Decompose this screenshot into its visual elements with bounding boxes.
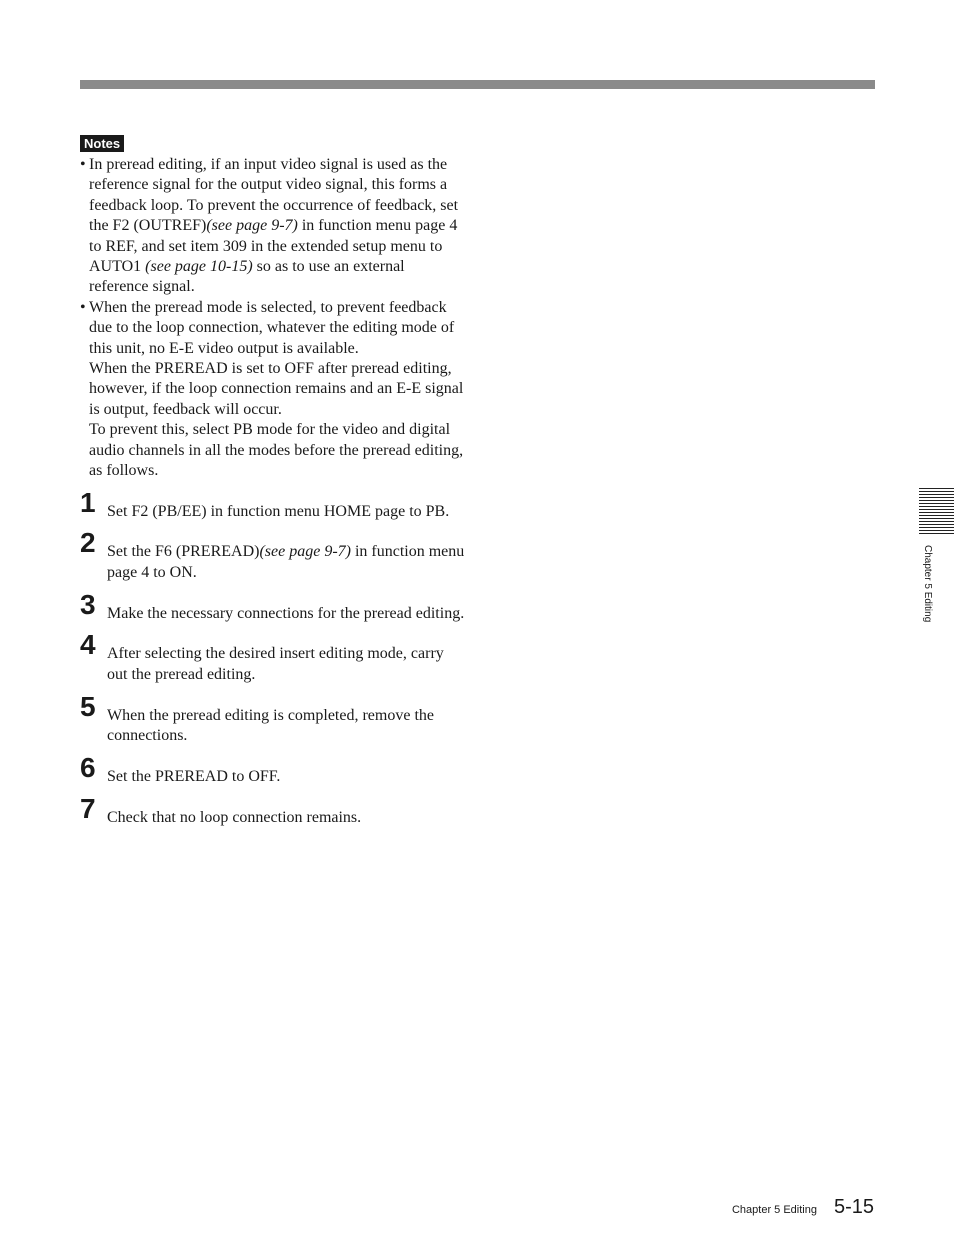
step-text xyxy=(107,767,465,787)
cross-reference: (see page 10-15) xyxy=(145,258,253,276)
chapter-tab-marker xyxy=(919,488,954,534)
chapter-side-label: Chapter 5 Editing xyxy=(922,545,933,623)
text-run: Make the necessary connections for the preread editing. xyxy=(107,604,465,622)
text-run: so as to use an external reference signal. xyxy=(89,258,405,296)
step-text xyxy=(107,808,465,828)
step-item xyxy=(80,629,465,685)
cross-reference: (see page 9-7) xyxy=(206,217,298,235)
text-run: Set the PREREAD to OFF. xyxy=(107,767,281,785)
main-column xyxy=(80,155,465,848)
step-item xyxy=(80,527,465,583)
step-text xyxy=(107,542,465,583)
text-run: Check that no loop connection remains. xyxy=(107,808,362,826)
header-rule xyxy=(80,80,875,89)
step-item xyxy=(80,751,465,787)
cross-reference: (see page 9-7) xyxy=(259,543,351,561)
note-item-1 xyxy=(80,155,465,298)
step-list xyxy=(80,486,465,828)
notes-badge: Notes xyxy=(80,135,124,152)
step-item xyxy=(80,486,465,522)
text-run: Set F2 (PB/EE) in function menu HOME page to PB. xyxy=(107,502,450,520)
note-paragraph: When the PREREAD is set to OFF after preread editing, however, if the loop connection remains and an E-E signal is output, feedback will occur. xyxy=(89,360,464,418)
text-run: in function menu page 4 to REF, and set item 309 in the extended setup menu to AUTO1 xyxy=(89,217,458,276)
text-run: in function menu page 4 to ON. xyxy=(107,543,465,581)
step-number: 3 xyxy=(80,588,96,620)
step-item xyxy=(80,792,465,828)
text-run: In preread editing, if an input video signal is used as the reference signal for the output video signal, this forms a feedback loop. To prevent the occurrence of feedback, set the F2 (OUTREF) xyxy=(89,156,459,235)
footer-chapter: Chapter 5 Editing xyxy=(731,1204,817,1216)
text-run: Set the F6 (PREREAD) xyxy=(107,543,260,561)
note-text xyxy=(89,155,465,298)
step-number: 6 xyxy=(80,751,96,783)
step-number: 1 xyxy=(80,486,96,518)
step-number: 5 xyxy=(80,690,96,722)
step-number: 2 xyxy=(80,527,96,559)
step-item xyxy=(80,588,465,624)
step-number: 4 xyxy=(80,629,96,661)
note-paragraph: When the preread mode is selected, to prevent feedback due to the loop connection, whatever the editing mode of this unit, no E-E video output is available. xyxy=(89,298,455,357)
bullet-icon: • xyxy=(80,298,86,316)
text-run: When the preread editing is completed, remove the connections. xyxy=(107,706,434,744)
note-paragraph: To prevent this, select PB mode for the video and digital audio channels in all the modes before the preread editing, as follows. xyxy=(89,421,464,480)
step-text xyxy=(107,706,465,747)
bullet-icon: • xyxy=(80,156,86,173)
step-text xyxy=(107,644,465,685)
step-text xyxy=(107,604,465,624)
page-number: 5-15 xyxy=(833,1196,874,1218)
text-run: After selecting the desired insert editing mode, carry out the preread editing. xyxy=(107,645,444,683)
step-item xyxy=(80,690,465,747)
note-item-2 xyxy=(80,298,465,482)
step-number: 7 xyxy=(80,792,96,824)
page-footer xyxy=(732,1196,874,1219)
step-text xyxy=(107,502,465,522)
